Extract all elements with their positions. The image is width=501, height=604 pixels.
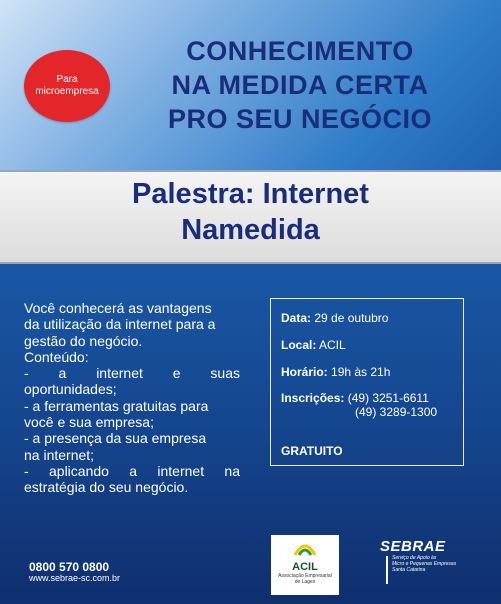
- headline: [115, 34, 485, 136]
- place-label: Local:: [281, 338, 317, 352]
- date-label: Data:: [281, 311, 312, 325]
- badge-line-1: Para: [56, 74, 78, 85]
- description-line: da utilização da internet para a: [24, 316, 216, 333]
- headline-line-3: PRO SEU NEGÓCIO: [167, 104, 433, 134]
- registration-row: [281, 391, 429, 405]
- sebrae-bar: [386, 556, 388, 584]
- time-label: Horário:: [281, 365, 328, 379]
- acil-subtitle-2: de Lages: [294, 579, 316, 585]
- description-line: oportunidades;: [24, 381, 117, 398]
- sebrae-sub-1: Serviço de Apoio às: [392, 555, 437, 561]
- description-line: - a internet e suas: [24, 365, 240, 382]
- description-line: você e sua empresa;: [24, 414, 154, 431]
- acil-mark-icon: [292, 539, 318, 559]
- acil-subtitle-1: Associação Empresarial: [278, 573, 332, 579]
- description-line: - a ferramentas gratuitas para: [24, 397, 209, 414]
- event-info-box: [270, 298, 464, 466]
- time-value: 19h às 21h: [331, 365, 391, 379]
- badge-line-2: microempresa: [35, 86, 99, 97]
- talk-title-line-2: Namedida: [181, 214, 320, 246]
- sebrae-logo: [380, 538, 460, 573]
- time-row: [281, 365, 390, 379]
- acil-logo: [271, 535, 339, 595]
- description-line: Você conhecerá as vantagens: [24, 300, 212, 316]
- date-value: 29 de outubro: [314, 311, 389, 325]
- headline-line-1: CONHECIMENTO: [186, 36, 414, 66]
- description: [24, 300, 240, 496]
- headline-line-2: NA MEDIDA CERTA: [171, 70, 429, 100]
- description-line: - a presença da sua empresa: [24, 430, 207, 447]
- registration-phone-2: (49) 3289-1300: [355, 405, 438, 419]
- date-row: [281, 311, 388, 325]
- price-label: GRATUITO: [281, 444, 343, 458]
- microempresa-badge: [24, 50, 110, 122]
- sebrae-name: SEBRAE: [380, 538, 446, 555]
- footer-website: www.sebrae-sc.com.br: [29, 573, 121, 583]
- description-line: na internet;: [24, 446, 95, 463]
- footer-phone: 0800 570 0800: [29, 560, 110, 574]
- sebrae-sub-2: Micro e Pequenas Empresas: [392, 561, 457, 567]
- registration-label: Inscrições:: [281, 391, 345, 405]
- acil-name: ACIL: [292, 561, 318, 573]
- description-line: - aplicando a internet na: [24, 462, 240, 479]
- description-line: gestão do negócio.: [24, 332, 143, 349]
- place-value: ACIL: [319, 338, 346, 352]
- talk-title-line-1: Palestra: Internet: [132, 178, 369, 210]
- sebrae-sub-3: Santa Catarina: [392, 567, 426, 573]
- description-line: Conteúdo:: [24, 348, 89, 365]
- registration-phone-1: (49) 3251-6611: [347, 391, 429, 405]
- place-row: [281, 338, 346, 352]
- talk-title: [0, 176, 501, 248]
- description-line: estratégia do seu negócio.: [24, 479, 189, 496]
